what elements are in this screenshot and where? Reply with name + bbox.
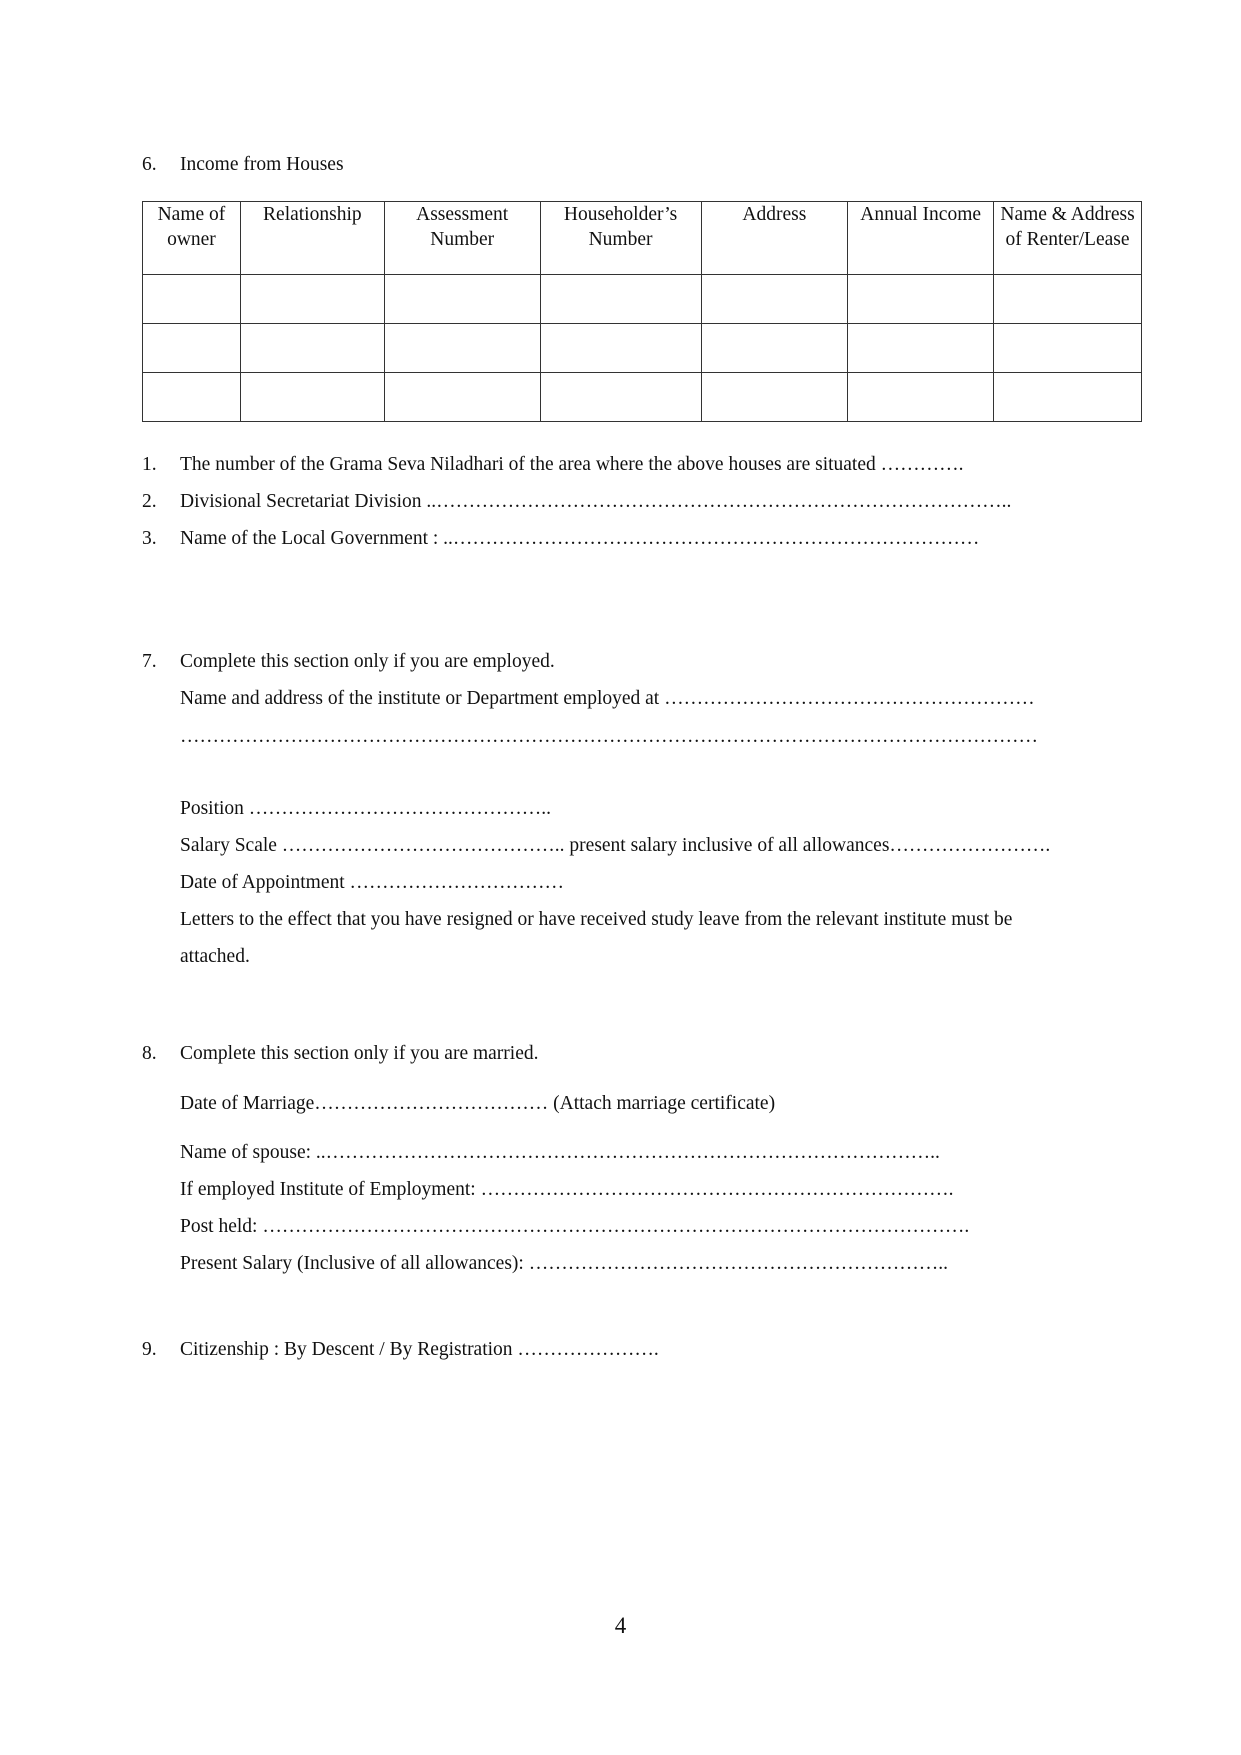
table-cell[interactable] [540, 275, 701, 324]
table-cell[interactable] [384, 275, 540, 324]
col-header-address: Address [701, 202, 848, 275]
spouse-name-field[interactable]: Name of spouse: ..………………………………………………………………………………….. [180, 1142, 940, 1163]
income-from-houses-table [142, 201, 1142, 422]
table-row [143, 275, 1142, 324]
table-row [143, 324, 1142, 373]
table-cell[interactable] [848, 275, 994, 324]
citizenship-field[interactable]: Citizenship : By Descent / By Registration …………………. [180, 1339, 659, 1360]
spouse-post-field[interactable]: Post held: ………………………………………………………………………………………………. [180, 1216, 970, 1237]
salary-scale-field[interactable]: Salary Scale …………………………………….. present salary inclusive of all allowances……………………. [180, 835, 1051, 856]
section-6-number: 6. [142, 154, 157, 175]
date-of-appointment-field[interactable]: Date of Appointment …………………………… [180, 872, 565, 893]
section-7-number: 7. [142, 651, 157, 672]
table-cell[interactable] [384, 324, 540, 373]
resignation-note-end: attached. [180, 946, 250, 967]
col-header-owner: Name of owner [143, 202, 241, 275]
section-8-title: Complete this section only if you are married. [180, 1043, 539, 1064]
resignation-note: Letters to the effect that you have resigned or have received study leave from the relevant institute must be [180, 909, 1013, 930]
col-header-renter-lease: Name & Address of Renter/Lease [994, 202, 1142, 275]
table-cell[interactable] [540, 324, 701, 373]
section-9-number: 9. [142, 1339, 157, 1360]
item-2-number: 2. [142, 491, 157, 512]
spouse-institute-field[interactable]: If employed Institute of Employment: ………………………………………………………………. [180, 1179, 954, 1200]
col-header-assessment-number: Assessment Number [384, 202, 540, 275]
table-cell[interactable] [143, 373, 241, 422]
table-row [143, 373, 1142, 422]
position-field[interactable]: Position ……………………………………….. [180, 798, 552, 819]
spouse-salary-field[interactable]: Present Salary (Inclusive of all allowances): ……………………………………………………….. [180, 1253, 948, 1274]
table-cell[interactable] [701, 275, 848, 324]
date-of-marriage-field[interactable]: Date of Marriage……………………………… (Attach marriage certificate) [180, 1093, 776, 1114]
table-header-row [143, 202, 1142, 275]
col-header-householder-number: Householder’s Number [540, 202, 701, 275]
section-7-title: Complete this section only if you are employed. [180, 651, 555, 672]
local-government-field[interactable]: Name of the Local Government : ..……………………………………………………………………… [180, 528, 980, 549]
employer-continuation-line[interactable]: …………………………………………………………………………………………………………………… [180, 726, 1038, 747]
table-cell[interactable] [848, 324, 994, 373]
employer-name-address-field[interactable]: Name and address of the institute or Department employed at ………………………………………………… [180, 688, 1035, 709]
section-8-number: 8. [142, 1043, 157, 1064]
table-cell[interactable] [701, 324, 848, 373]
table-cell[interactable] [143, 275, 241, 324]
section-6-title: Income from Houses [180, 154, 344, 175]
divisional-secretariat-field[interactable]: Divisional Secretariat Division ..…………………………………………………………………………….. [180, 491, 1012, 512]
table-cell[interactable] [701, 373, 848, 422]
table-cell[interactable] [240, 275, 384, 324]
table-cell[interactable] [994, 373, 1142, 422]
table-cell[interactable] [540, 373, 701, 422]
table-cell[interactable] [848, 373, 994, 422]
table-cell[interactable] [994, 324, 1142, 373]
table-cell[interactable] [384, 373, 540, 422]
table-cell[interactable] [143, 324, 241, 373]
item-3-number: 3. [142, 528, 157, 549]
table-cell[interactable] [994, 275, 1142, 324]
grama-niladhari-field[interactable]: The number of the Grama Seva Niladhari of the area where the above houses are situated …………. [180, 454, 964, 475]
col-header-annual-income: Annual Income [848, 202, 994, 275]
table-cell[interactable] [240, 324, 384, 373]
table-cell[interactable] [240, 373, 384, 422]
page-number: 4 [614, 1613, 627, 1638]
item-1-number: 1. [142, 454, 157, 475]
col-header-relationship: Relationship [240, 202, 384, 275]
